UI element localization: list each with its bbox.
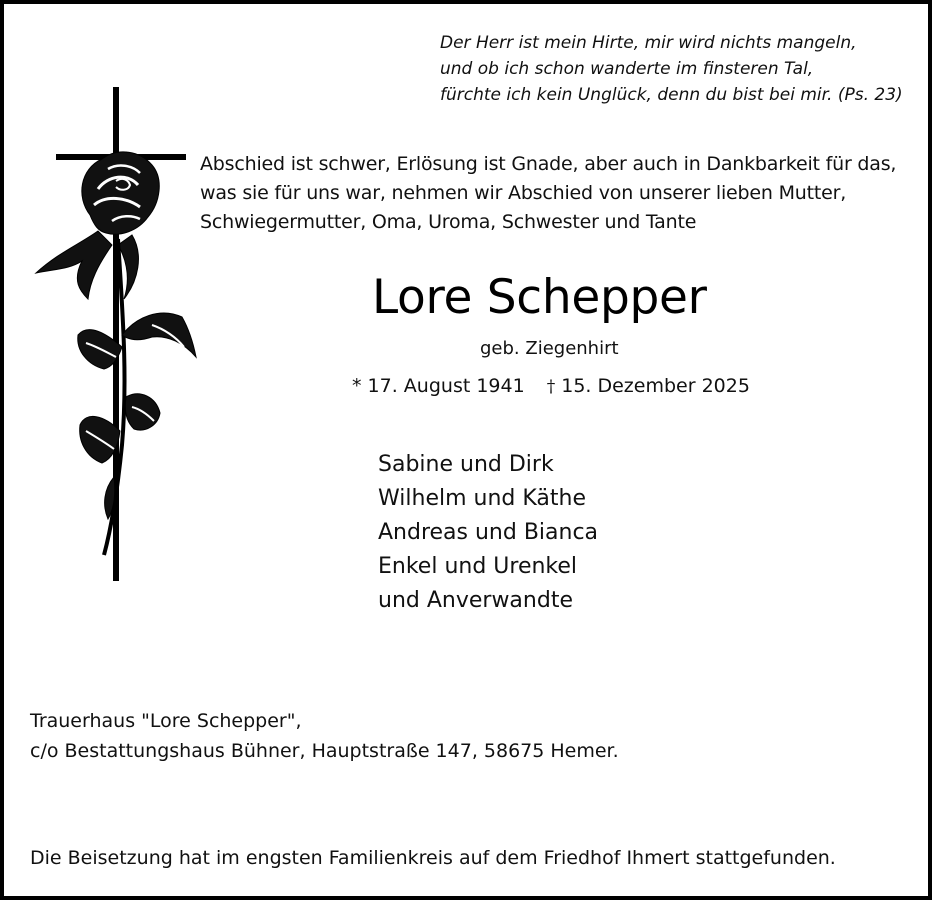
mourner-entry: Enkel und Urenkel <box>378 554 578 579</box>
psalm-quote <box>440 30 910 108</box>
psalm-line: und ob ich schon wanderte im finsteren Tal, <box>440 59 814 79</box>
farewell-line: Schwiegermutter, Oma, Uroma, Schwester und Tante <box>200 211 697 233</box>
life-dates <box>352 372 750 401</box>
psalm-line: fürchte ich kein Unglück, denn du bist bei mir. (Ps. 23) <box>440 85 903 105</box>
farewell-line: was sie für uns war, nehmen wir Abschied von unserer lieben Mutter, <box>200 182 847 204</box>
mourner-entry: Andreas und Bianca <box>378 520 599 545</box>
psalm-line: Der Herr ist mein Hirte, mir wird nichts mangeln, <box>440 33 857 53</box>
farewell-text <box>200 150 920 237</box>
mourner-entry: Sabine und Dirk <box>378 452 554 477</box>
dagger-icon: † <box>546 377 556 397</box>
address-line: Trauerhaus "Lore Schepper", <box>30 710 302 732</box>
deceased-name: Lore Schepper <box>372 270 707 325</box>
burial-note: Die Beisetzung hat im engsten Familienkreis auf dem Friedhof Ihmert stattgefunden. <box>30 847 836 869</box>
maiden-name: geb. Ziegenhirt <box>480 338 619 359</box>
mourners-list <box>378 448 598 618</box>
mourner-entry: Wilhelm und Käthe <box>378 486 586 511</box>
mourning-house-address <box>30 706 619 766</box>
cross-with-rose-icon <box>28 85 200 585</box>
address-line: c/o Bestattungshaus Bühner, Hauptstraße 147, 58675 Hemer. <box>30 740 619 762</box>
birth-date: * 17. August 1941 <box>352 375 525 397</box>
farewell-line: Abschied ist schwer, Erlösung ist Gnade, aber auch in Dankbarkeit für das, <box>200 153 897 175</box>
death-date: 15. Dezember 2025 <box>561 375 750 397</box>
mourner-entry: und Anverwandte <box>378 588 573 613</box>
rose-icon <box>36 152 196 555</box>
